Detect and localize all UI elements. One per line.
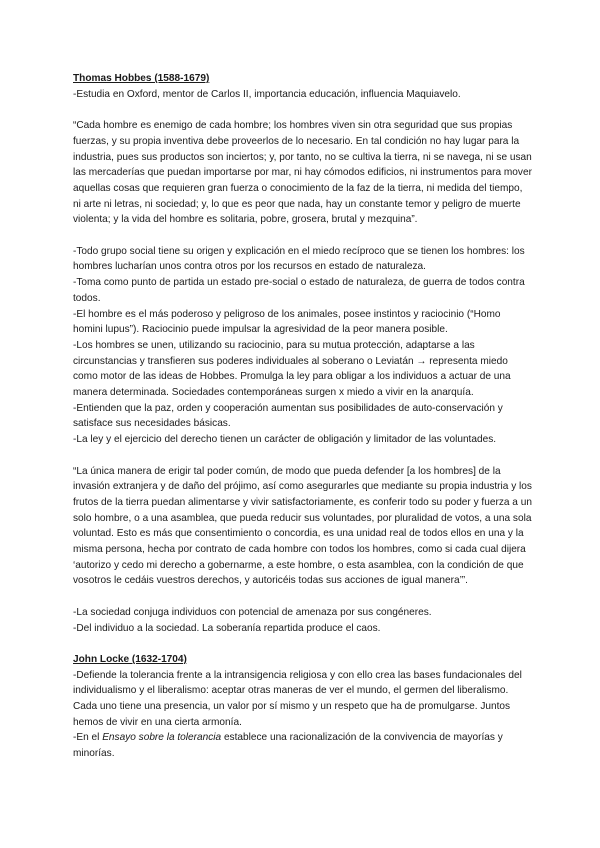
locke-point-2 (73, 730, 533, 761)
hobbes-closing-point: -Del individuo a la sociedad. La soberanía repartida produce el caos. (73, 622, 381, 634)
locke-point-1: -Defiende la tolerancia frente a la intransigencia religiosa y con ello crea las bases fundacionales del individualismo y el liberalismo: aceptar otras maneras de ver el mundo, el germen del liberalismo. Cada uno tiene una presencia, un valor por sí mismo y un respeto que ha de promulgarse. Juntos hemos de vivir en una cierta armonía. (73, 669, 522, 728)
spacer (73, 448, 533, 464)
hobbes-heading: Thomas Hobbes (1588-1679) (73, 73, 210, 84)
hobbes-quote-2: “La única manera de erigir tal poder común, de modo que pueda defender [a los hombres] de la invasión extranjera y de daño del prójimo, así como asegurarles que mediante su propia industria y los frutos de la tierra puedan alimentarse y vivir satisfactoriamente, es conferir todo su poder y fuerza a un solo hombre, o a una asamblea, que pueda reducir sus voluntades, por pluralidad de votos, a una sola voluntad. Esto es más que consentimiento o concordia, es una unidad real de todos ellos en una y la misma persona, hecha por contrato de cada hombre con todos los hombres, como si cada cual dijera ‘autorizo y cedo mi derecho a gobernarme, a este hombre, o esta asamblea, con la condición de que vosotros le cedáis vuestros derechos, y autoricéis todas sus acciones de igual manera’”. (73, 465, 532, 587)
hobbes-point: -La ley y el ejercicio del derecho tienen un carácter de obligación y limitador de las voluntades. (73, 434, 497, 446)
hobbes-quote-1: “Cada hombre es enemigo de cada hombre; los hombres viven sin otra seguridad que sus propias fuerzas, y su propia inventiva debe proveerlos de lo necesario. En tal condición no hay lugar para la industria, pues sus productos son inciertos; y, por tanto, no se cultiva la tierra, ni se navega, ni se usan las mercaderías que puedan importarse por mar, ni hay cómodos edificios, ni instrumentos para mover aquellas cosas que requieren gran fuerza o conocimiento de la faz de la tierra, ni medida del tiempo, ni arte ni letras, ni sociedad; y, lo que es peor que nada, hay un constante temor y peligro de muerte violenta; y la vida del hombre es solitaria, pobre, grosera, brutal y mezquina”. (73, 120, 532, 226)
spacer (73, 636, 533, 652)
hobbes-point: -Toma como punto de partida un estado pre-social o estado de naturaleza, de guerra de todos contra todos. (73, 277, 525, 304)
hobbes-point: -Los hombres se unen, utilizando su raciocinio, para su mutua protección, adaptarse a las circunstancias y transfieren sus poderes individuales al soberano o Leviatán → representa miedo como motor de las ideas de Hobbes. Promulga la ley para obligar a los individuos a actuar de una manera determinada. Sociedades contemporáneas surgen x miedo a vivir en la anarquía. (73, 339, 511, 399)
document-body (73, 71, 533, 762)
locke-heading: John Locke (1632-1704) (73, 653, 187, 665)
hobbes-point: -Todo grupo social tiene su origen y explicación en el miedo recíproco que se tienen los hombres: los hombres lucharían unos contra otros por los recursos en estado de naturaleza. (73, 245, 525, 273)
hobbes-intro: -Estudia en Oxford, mentor de Carlos II, importancia educación, influencia Maquiavelo. (73, 88, 461, 100)
spacer (73, 589, 533, 605)
book-title: Ensayo sobre la tolerancia (102, 732, 222, 744)
spacer (73, 102, 533, 118)
spacer (73, 228, 533, 244)
hobbes-point: -El hombre es el más poderoso y peligroso de los animales, posee instintos y raciocinio (“Homo homini lupus”). Raciocinio puede impulsar la agresividad de la peor manera posible. (73, 308, 501, 336)
hobbes-point: -Entienden que la paz, orden y cooperación aumentan sus posibilidades de auto-conservación y satisface sus necesidades básicas. (73, 402, 503, 430)
locke-point-2-suffix: establece una racionalización de la convivencia de mayorías y minorías. (73, 732, 503, 760)
hobbes-closing-point: -La sociedad conjuga individuos con potencial de amenaza por sus congéneres. (73, 606, 432, 618)
locke-point-2-prefix: -En el (73, 732, 103, 744)
